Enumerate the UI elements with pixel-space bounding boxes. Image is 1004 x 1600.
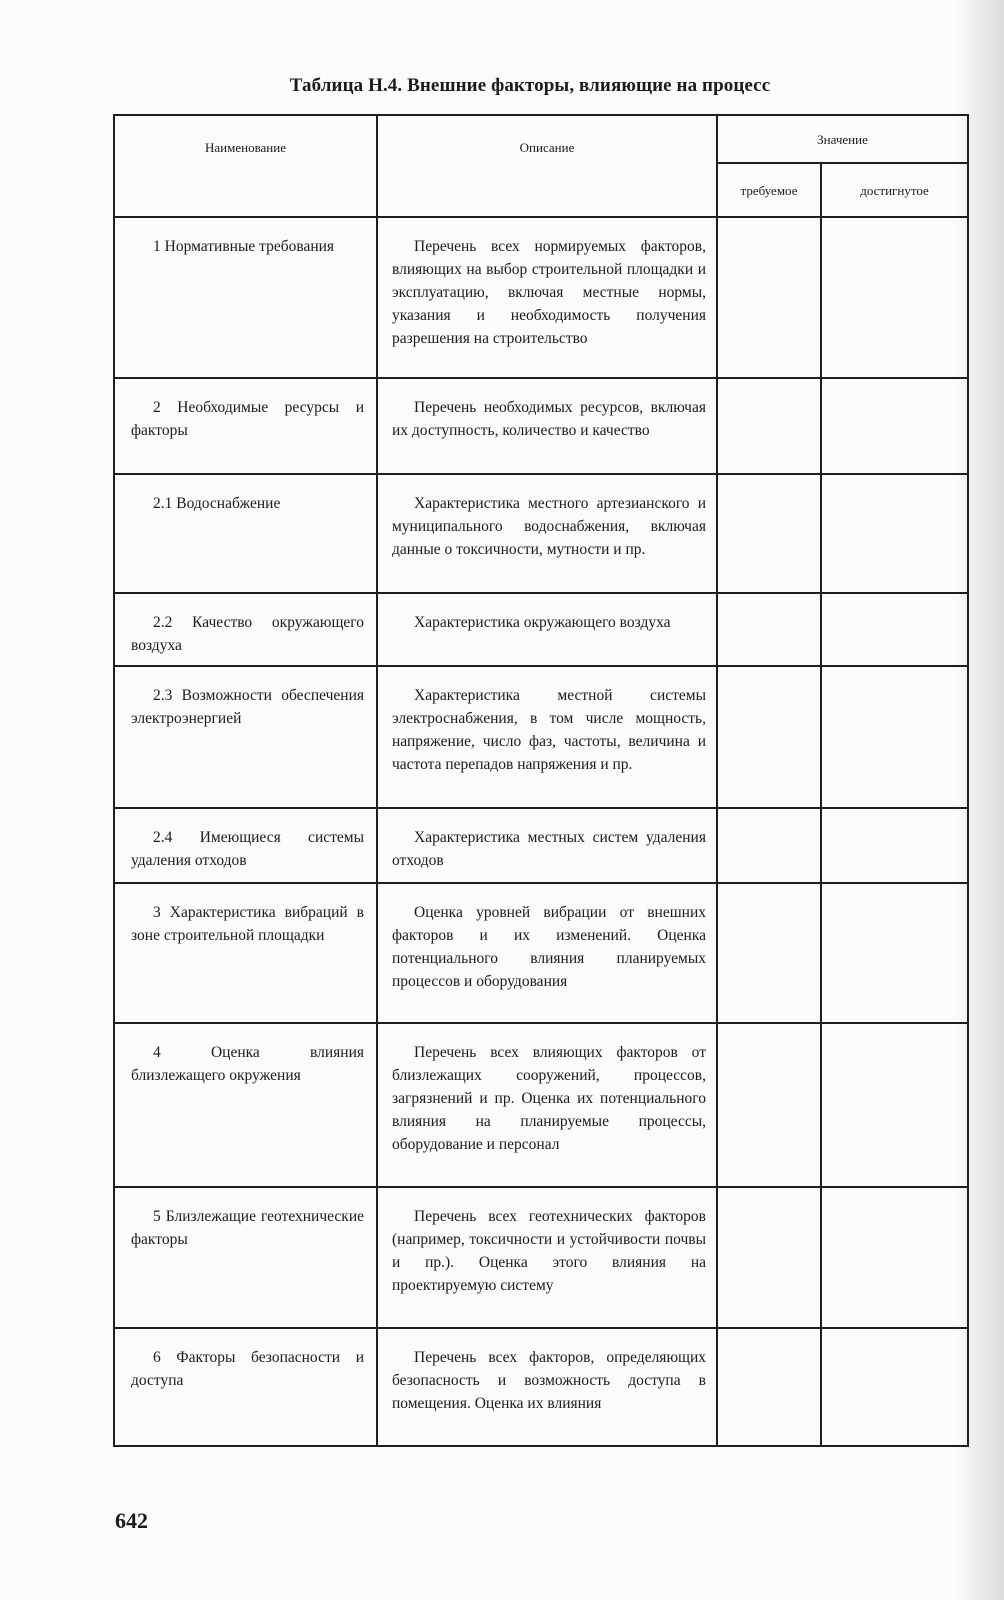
row-name: 4 Оценка влияния близлежащего окружения: [131, 1044, 364, 1084]
row-name-cell: [114, 217, 377, 378]
row-name: 1 Нормативные требования: [153, 238, 335, 255]
page-number: 642: [115, 1508, 148, 1533]
row-description: Характеристика местного артезианского и муниципального водоснабжения, включая данные о токсичности, мутности и пр.: [377, 474, 717, 593]
row-name: 2.3 Возможности обеспечения электроэнергией: [131, 687, 364, 727]
header-description: Описание: [377, 115, 717, 217]
row-description: Перечень всех геотехнических факторов (например, токсичности и устойчивости почвы и пр.). Оценка этого влияния на проектируемую систему: [377, 1187, 717, 1328]
row-name-cell: [114, 1023, 377, 1187]
row-name-cell: [114, 666, 377, 808]
table-caption: Таблица Н.4. Внешние факторы, влияющие на процесс: [289, 75, 771, 96]
row-required-value: [717, 217, 821, 378]
row-name-cell: [114, 1187, 377, 1328]
row-required-value: [717, 474, 821, 593]
header-required: требуемое: [717, 163, 821, 217]
table-row: [114, 1187, 968, 1328]
row-description: Характеристика местных систем удаления отходов: [377, 808, 717, 883]
table-row: [114, 474, 968, 593]
row-name: 2 Необходимые ресурсы и факторы: [131, 399, 364, 439]
row-required-value: [717, 1187, 821, 1328]
row-achieved-value: [821, 1328, 968, 1446]
row-required-value: [717, 666, 821, 808]
row-name: 6 Факторы безопасности и доступа: [131, 1349, 364, 1389]
table-row: [114, 1023, 968, 1187]
row-name: 2.2 Качество окружающего воздуха: [131, 614, 364, 654]
row-achieved-value: [821, 474, 968, 593]
row-required-value: [717, 883, 821, 1023]
row-achieved-value: [821, 593, 968, 666]
row-name: 2.4 Имеющиеся системы удаления отходов: [131, 829, 364, 869]
row-name-cell: [114, 808, 377, 883]
table-row: [114, 666, 968, 808]
header-row: [114, 115, 968, 163]
row-required-value: [717, 378, 821, 474]
row-description: Оценка уровней вибрации от внешних факторов и их изменений. Оценка потенциального влияния планируемых процессов и оборудования: [377, 883, 717, 1023]
row-name-cell: [114, 593, 377, 666]
row-achieved-value: [821, 378, 968, 474]
row-name-cell: [114, 474, 377, 593]
table-row: [114, 808, 968, 883]
row-name: 2.1 Водоснабжение: [153, 495, 281, 512]
header-name: Наименование: [114, 115, 377, 217]
table-row: [114, 217, 968, 378]
row-achieved-value: [821, 883, 968, 1023]
external-factors-table: [113, 114, 969, 1447]
row-name-cell: [114, 883, 377, 1023]
row-required-value: [717, 593, 821, 666]
table-row: [114, 593, 968, 666]
row-achieved-value: [821, 1023, 968, 1187]
row-name-cell: [114, 1328, 377, 1446]
header-value: Значение: [717, 115, 968, 163]
row-description: Перечень всех влияющих факторов от близлежащих сооружений, процессов, загрязнений и пр. Оценка их потенциального влияния на планируемые процессы, оборудование и персонал: [377, 1023, 717, 1187]
row-name: 5 Близлежащие геотехнические факторы: [131, 1208, 364, 1248]
table-row: [114, 1328, 968, 1446]
row-description: Перечень всех нормируемых факторов, влияющих на выбор строительной площадки и эксплуатацию, включая местные нормы, указания и необходимость получения разрешения на строительство: [377, 217, 717, 378]
row-name: 3 Характеристика вибраций в зоне строительной площадки: [131, 904, 364, 944]
table-row: [114, 883, 968, 1023]
row-required-value: [717, 1023, 821, 1187]
table-row: [114, 378, 968, 474]
row-achieved-value: [821, 666, 968, 808]
row-required-value: [717, 808, 821, 883]
row-achieved-value: [821, 808, 968, 883]
row-description: Перечень всех факторов, определяющих безопасность и возможность доступа в помещения. Оценка их влияния: [377, 1328, 717, 1446]
row-description: Перечень необходимых ресурсов, включая их доступность, количество и качество: [377, 378, 717, 474]
row-achieved-value: [821, 1187, 968, 1328]
row-required-value: [717, 1328, 821, 1446]
row-achieved-value: [821, 217, 968, 378]
row-name-cell: [114, 378, 377, 474]
row-description: Характеристика местной системы электроснабжения, в том числе мощность, напряжение, число фаз, частоты, величина и частота перепадов напряжения и пр.: [377, 666, 717, 808]
row-description: Характеристика окружающего воздуха: [377, 593, 717, 666]
header-achieved: достигнутое: [821, 163, 968, 217]
